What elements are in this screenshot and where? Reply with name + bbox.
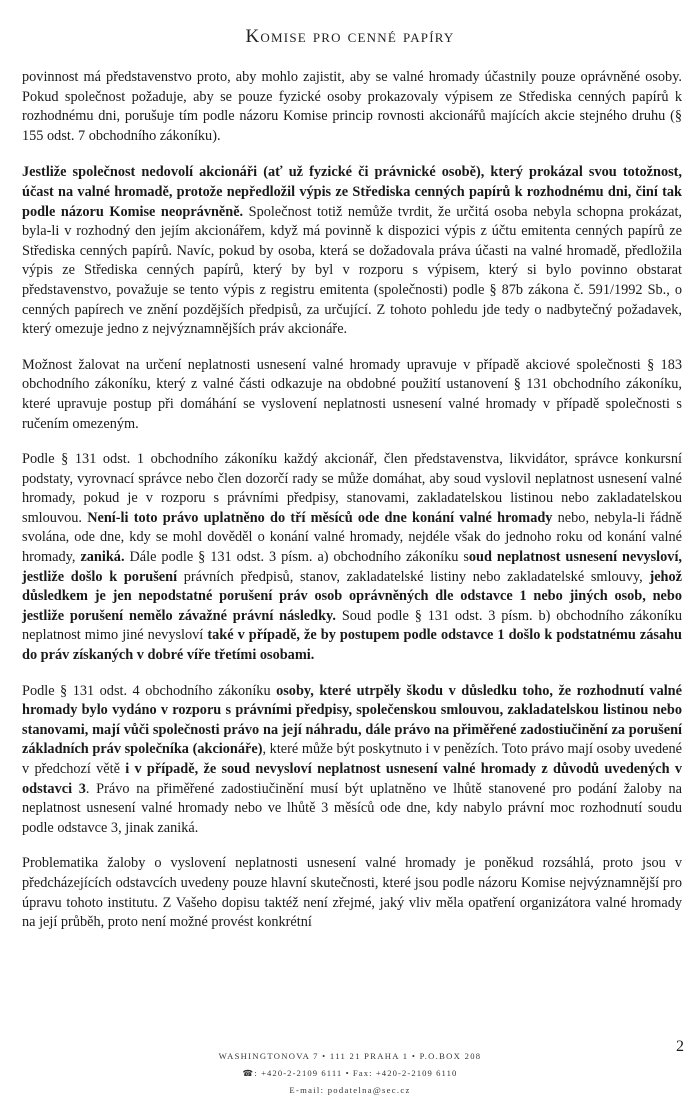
footer [0, 1048, 700, 1099]
text-run: Podle § 131 odst. 1 obchodního zákoníku každý akcionář, člen představenstva, likvidátor, správce konkursní podstaty, vyrovnací správce nebo člen dozorčí rady se může domáhat, aby soud vyslovil neplatnost usnesení valné hromady, pokud je v rozporu s právními předpisy, stanovami, zakladatelskou listinou nebo zakladatelskou smlouvou. [22, 451, 682, 526]
bold-text-run: oud neplatnost usnesení nevysloví, jestliže došlo k porušení [22, 549, 682, 585]
text-run: povinnost má představenstvo proto, aby mohlo zajistit, aby se valné hromady účastnily pouze oprávněné osoby. Pokud společnost požaduje, aby se pouze fyzické osoby prokazovaly výpisem ze Střediska cenných papírů k rozhodnému dni, porušuje tím podle názoru Komise princip rovnosti akcionářů majících akcie stejného druhu (§ 155 odst. 7 obchodního zákoníku). [22, 69, 682, 144]
paragraph-1 [22, 68, 682, 146]
text-run: právních předpisů, stanov, zakladatelské listiny nebo zakladatelské smlouvy, [177, 568, 650, 585]
text-run: nebo, nebyla-li řádně svolána, ode dne, kdy se mohl dověděl o konání valné hromady, nejdéle však do jednoho roku od konání valné hromady, [22, 509, 682, 566]
footer-address: WASHINGTONOVA 7 • 111 21 PRAHA 1 • P.O.BOX 208 [218, 1051, 482, 1061]
text-run: Dále podle § 131 odst. 3 písm. a) obchodního zákoníku s [124, 549, 469, 566]
text-run: Soud podle § 131 odst. 3 písm. b) obchodního zákoníku neplatnost mimo jiné nevysloví [22, 607, 682, 644]
text-run: . Právo na přiměřené zadostiučinění musí být uplatněno ve lhůtě stanovené pro podání žaloby na neplatnost usnesení valné hromady nebo ve lhůtě 3 měsíců ode dne, kdy nabylo právní moc rozhodnutí soudu podle odstavce 3, jinak zaniká. [22, 780, 683, 836]
paragraph-4 [22, 450, 682, 666]
footer-phone-fax: ☎: +420-2-2109 6111 • Fax: +420-2-2109 6110 [242, 1068, 458, 1078]
text-run: Možnost žalovat na určení neplatnosti usnesení valné hromady upravuje v případě akciové společnosti § 183 obchodního zákoníku, který z valné části odkazuje na obdobné použití ustanovení § 131 obchodního zákoníku, které upravuje postup při domáhání se vyslovení neplatnosti usnesení valné hromady v případě společnosti s ručením omezeným. [22, 356, 682, 432]
text-run: Společnost totiž nemůže tvrdit, že určitá osoba nebyla schopna prokázat, byla-li v rozhodný den jejím akcionářem, když má povinně k dispozici výpis z účtu emitenta cenných papírů ze Střediska cenných papírů. Navíc, pokud by osoba, která se dožadovala práva účasti na valné hromadě, předložila výpis ze Střediska cenných papírů, který by byl v rozporu s výpisem, který si bylo povinno obstarat představenstvo, považuje se tento výpis z registru emitenta (společnosti) podle § 87b zákona č. 591/1992 Sb., o cenných papírech ve znění pozdějších předpisů, za určující. Z tohoto pohledu jde tedy o nadbytečný požadavek, který omezuje jedno z nejvýznamnějších práv akcionáře. [22, 203, 682, 338]
bold-text-run: jehož důsledkem je jen nepodstatné porušení práv osob oprávněných dle odstavce 1 nebo jiných osob, nebo jestliže porušení nemělo závažné právní následky. [22, 568, 682, 624]
bold-text-run: i v případě, že soud nevysloví neplatnost usnesení valné hromady z důvodů uvedených v odstavci 3 [22, 761, 682, 797]
bold-text-run: zaniká. [80, 549, 125, 566]
document-body [22, 68, 682, 949]
paragraph-3 [22, 356, 682, 434]
bold-text-run: Jestliže společnost nedovolí akcionáři (ať už fyzické či právnické osobě), který prokázal svou totožnost, účast na valné hromadě, protože nepředložil výpis ze Střediska cenných papírů k rozhodnému dni, činí tak podle názoru Komise neoprávněně. [22, 164, 682, 220]
paragraph-5 [22, 682, 682, 839]
page-title: Komise pro cenné papíry [245, 26, 455, 47]
bold-text-run: Není-li toto právo uplatněno do tří měsíců ode dne konání valné hromady [87, 509, 553, 526]
paragraph-6 [22, 854, 682, 932]
footer-email: E-mail: podatelna@sec.cz [289, 1085, 411, 1095]
text-run: Problematika žaloby o vyslovení neplatnosti usnesení valné hromady je poněkud rozsáhlá, proto jsou v předcházejících odstavcích uvedeny pouze hlavní skutečnosti, které jsou podle názoru Komise nejvýznamnější pro úpravu tohoto institutu. Z Vašeho dopisu taktéž není zřejmé, jaký vliv měla opatření organizátora valné hromady na její průběh, proto není možné provést konkrétní [22, 855, 682, 931]
paragraph-2 [22, 163, 682, 339]
bold-text-run: osoby, které utrpěly škodu v důsledku toho, že rozhodnutí valné hromady bylo vydáno v rozporu s právními předpisy, společenskou smlouvou, zakladatelskou listinou nebo stanovami, mají vůči společnosti právo na její náhradu, dále právo na přiměřené zadostiučinění za porušení základních práv společníka (akcionáře) [22, 682, 682, 758]
text-run: , které může být poskytnuto i v penězích. Toto právo mají osoby uvedené v předchozí větě [22, 741, 682, 777]
bold-text-run: také v případě, že by postupem podle odstavce 1 došlo k podstatnému zásahu do práv získaných v dobré víře třetími osobami. [22, 627, 682, 664]
page-number: 2 [676, 1038, 684, 1055]
text-run: Podle § 131 odst. 4 obchodního zákoníku [22, 682, 277, 699]
